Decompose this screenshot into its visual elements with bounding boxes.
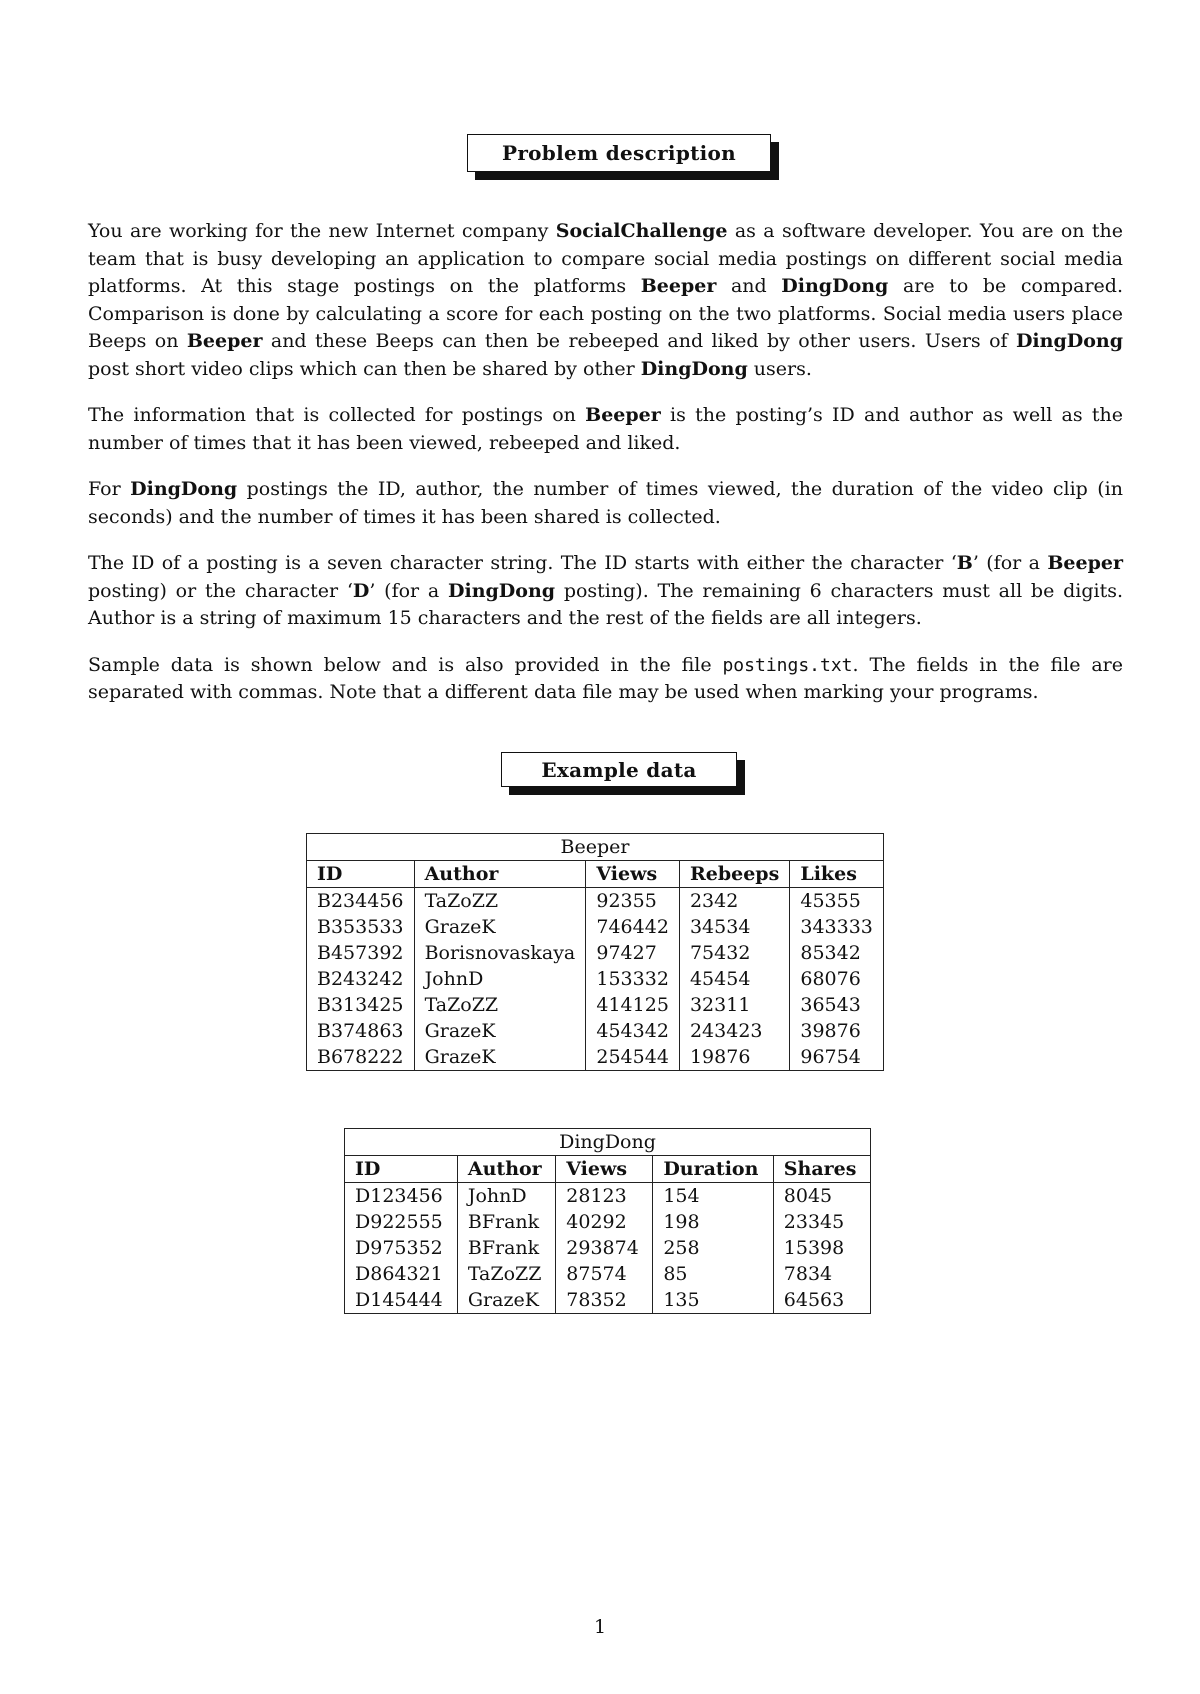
table-cell: B313425 [307, 992, 415, 1018]
table-cell: 40292 [556, 1209, 653, 1235]
table-cell: D922555 [345, 1209, 458, 1235]
paragraph-id-format: The ID of a posting is a seven character string. The ID starts with either the character ‘B’ (for a Beeper posting) or the character ‘D’ (for a DingDong posting). The remaining 6 characters must all be digits. Author is a string of maximum 15 characters and the rest of the fields are all integers. [88, 552, 1124, 629]
table-cell: Borisnovaskaya [414, 940, 586, 966]
table-cell: 96754 [790, 1044, 884, 1071]
beeper-table-body [307, 888, 884, 1071]
table-cell: B457392 [307, 940, 415, 966]
paragraph-beeper-info: The information that is collected for postings on Beeper is the posting’s ID and author as well as the number of times that it has been viewed, rebeeped and liked. [88, 404, 1123, 454]
table-cell: JohnD [414, 966, 586, 992]
column-header: Author [457, 1156, 555, 1183]
table-cell: B678222 [307, 1044, 415, 1071]
table-cell: BFrank [457, 1209, 555, 1235]
table-cell: D145444 [345, 1287, 458, 1314]
table-cell: 2342 [679, 888, 789, 915]
table-cell: 254544 [586, 1044, 680, 1071]
table-cell: 32311 [679, 992, 789, 1018]
column-header: Views [586, 861, 680, 888]
column-header: Views [556, 1156, 653, 1183]
table-cell: 243423 [679, 1018, 789, 1044]
table-cell: D975352 [345, 1235, 458, 1261]
table-cell: GrazeK [414, 914, 586, 940]
column-header: ID [307, 861, 415, 888]
table-cell: 87574 [556, 1261, 653, 1287]
table-cell: 45454 [679, 966, 789, 992]
table-cell: 39876 [790, 1018, 884, 1044]
table-cell: 34534 [679, 914, 789, 940]
table-cell: D123456 [345, 1183, 458, 1210]
table-cell: 36543 [790, 992, 884, 1018]
table-cell: 64563 [773, 1287, 870, 1314]
table-cell: B243242 [307, 966, 415, 992]
table-cell: TaZoZZ [414, 888, 586, 915]
table-row [345, 1235, 871, 1261]
table-row [345, 1183, 871, 1210]
table-cell: 7834 [773, 1261, 870, 1287]
table-cell: 198 [653, 1209, 773, 1235]
beeper-table [306, 833, 884, 1071]
company-name: SocialChallenge [555, 220, 728, 242]
table-cell: 258 [653, 1235, 773, 1261]
table-cell: 746442 [586, 914, 680, 940]
table-cell: 75432 [679, 940, 789, 966]
problem-text [88, 218, 1123, 726]
table-cell: TaZoZZ [457, 1261, 555, 1287]
table-cell: 45355 [790, 888, 884, 915]
paragraph-dingdong-info: For DingDong postings the ID, author, the number of times viewed, the duration of the video clip (in seconds) and the number of times it has been shared is collected. [88, 478, 1123, 528]
table-cell: BFrank [457, 1235, 555, 1261]
page-number: 1 [593, 1616, 607, 1638]
table-cell: GrazeK [457, 1287, 555, 1314]
column-header: Rebeeps [679, 861, 789, 888]
table-cell: 23345 [773, 1209, 870, 1235]
table-cell: 97427 [586, 940, 680, 966]
table-row [307, 1044, 884, 1071]
file-name: postings.txt [722, 654, 853, 676]
table-caption: DingDong [345, 1129, 871, 1156]
table-cell: 15398 [773, 1235, 870, 1261]
table-row [307, 940, 884, 966]
table-row [345, 1287, 871, 1314]
column-header: Author [414, 861, 586, 888]
table-cell: 293874 [556, 1235, 653, 1261]
table-cell: B353533 [307, 914, 415, 940]
dingdong-table [344, 1128, 871, 1314]
table-cell: B374863 [307, 1018, 415, 1044]
table-cell: 153332 [586, 966, 680, 992]
table-cell: 85342 [790, 940, 884, 966]
table-cell: 78352 [556, 1287, 653, 1314]
paragraph-intro: You are working for the new Internet company SocialChallenge as a software developer. You are on the team that is busy developing an application to compare social media postings on different social media platforms. At this stage postings on the platforms Beeper and DingDong are to be compared. Comparison is done by calculating a score for each posting on the two platforms. Social media users place Beeps on Beeper and these Beeps can then be rebeeped and liked by other users. Users of DingDong post short video clips which can then be shared by other DingDong users. [88, 220, 1124, 380]
table-caption: Beeper [307, 834, 884, 861]
table-cell: 414125 [586, 992, 680, 1018]
table-row [307, 966, 884, 992]
table-row [345, 1261, 871, 1287]
dingdong-table-body [345, 1183, 871, 1314]
table-cell: 154 [653, 1183, 773, 1210]
table-row [307, 1018, 884, 1044]
table-row [345, 1209, 871, 1235]
column-header: Shares [773, 1156, 870, 1183]
table-cell: GrazeK [414, 1044, 586, 1071]
example-data-heading: Example data [501, 752, 745, 795]
column-header: Likes [790, 861, 884, 888]
paragraph-sample-data: Sample data is shown below and is also provided in the file postings.txt. The fields in the file are separated with commas. Note that a different data file may be used when marking your programs. [88, 653, 1123, 703]
table-cell: 343333 [790, 914, 884, 940]
table-cell: 85 [653, 1261, 773, 1287]
table-cell: B234456 [307, 888, 415, 915]
column-header: ID [345, 1156, 458, 1183]
table-cell: 8045 [773, 1183, 870, 1210]
table-cell: 454342 [586, 1018, 680, 1044]
table-cell: 19876 [679, 1044, 789, 1071]
table-cell: 28123 [556, 1183, 653, 1210]
table-row [307, 914, 884, 940]
problem-description-heading: Problem description [467, 134, 779, 180]
table-row [307, 992, 884, 1018]
table-cell: D864321 [345, 1261, 458, 1287]
table-row [307, 888, 884, 915]
table-cell: 135 [653, 1287, 773, 1314]
table-cell: TaZoZZ [414, 992, 586, 1018]
column-header: Duration [653, 1156, 773, 1183]
table-cell: JohnD [457, 1183, 555, 1210]
table-cell: 92355 [586, 888, 680, 915]
table-cell: 68076 [790, 966, 884, 992]
table-cell: GrazeK [414, 1018, 586, 1044]
